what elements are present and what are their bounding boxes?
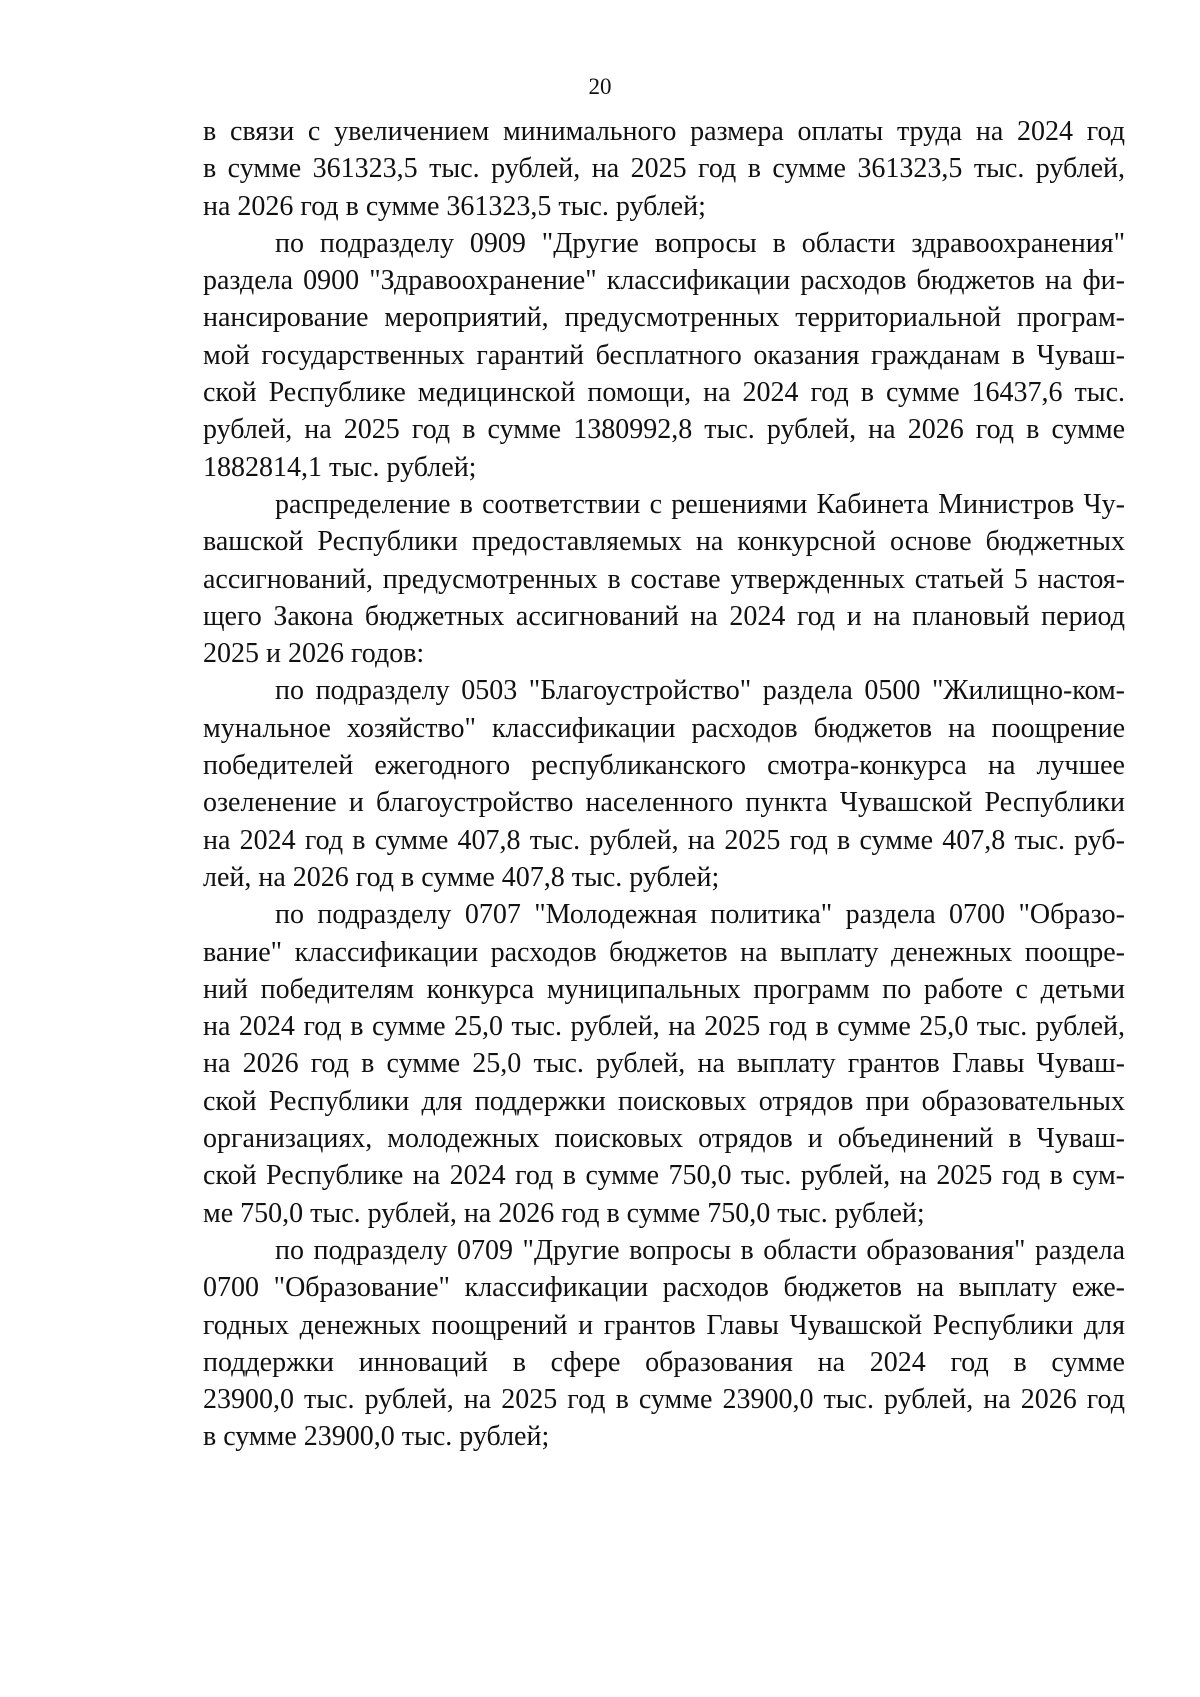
paragraph xyxy=(203,486,1125,672)
text-line: мой государственных гарантий бесплатного оказания гражданам в Чуваш- xyxy=(203,339,1125,371)
text-line: 2025 и 2026 годов: xyxy=(203,638,425,670)
text-line: ской Республике на 2024 год в сумме 750,0 тыс. рублей, на 2025 год в сум- xyxy=(203,1160,1125,1192)
page-number: 20 xyxy=(588,74,612,99)
text-line: победителей ежегодного республиканского смотра-конкурса на лучшее xyxy=(203,750,1125,782)
text-line: 1882814,1 тыс. рублей; xyxy=(203,451,477,483)
text-line: на 2026 год в сумме 361323,5 тыс. рублей; xyxy=(203,190,706,222)
paragraph xyxy=(203,225,1125,486)
text-line: щего Закона бюджетных ассигнований на 2024 год и на плановый период xyxy=(203,600,1125,632)
paragraph xyxy=(203,896,1125,1232)
text-line: распределение в соответствии с решениями Кабинета Министров Чу- xyxy=(275,488,1125,520)
text-line: по подразделу 0709 "Другие вопросы в области образования" раздела xyxy=(275,1234,1125,1266)
text-line: годных денежных поощрений и грантов Главы Чувашской Республики для xyxy=(203,1309,1125,1341)
text-line: раздела 0900 "Здравоохранение" классификации расходов бюджетов на фи- xyxy=(203,265,1125,297)
text-line: ме 750,0 тыс. рублей, на 2026 год в сумме 750,0 тыс. рублей; xyxy=(203,1197,925,1229)
text-line: нансирование мероприятий, предусмотренных территориальной програм- xyxy=(203,302,1125,334)
text-line: вашской Республики предоставляемых на конкурсной основе бюджетных xyxy=(203,526,1125,558)
text-line: ской Республике медицинской помощи, на 2024 год в сумме 16437,6 тыс. xyxy=(203,377,1125,409)
text-line: 23900,0 тыс. рублей, на 2025 год в сумме 23900,0 тыс. рублей, на 2026 год xyxy=(203,1384,1125,1416)
text-line: по подразделу 0503 "Благоустройство" раздела 0500 "Жилищно-ком- xyxy=(275,675,1125,707)
text-line: на 2024 год в сумме 407,8 тыс. рублей, на 2025 год в сумме 407,8 тыс. руб- xyxy=(203,824,1125,856)
text-line: в сумме 23900,0 тыс. рублей; xyxy=(203,1421,550,1453)
text-line: в связи с увеличением минимального размера оплаты труда на 2024 год xyxy=(203,116,1125,147)
paragraph xyxy=(203,1232,1125,1456)
text-line: лей, на 2026 год в сумме 407,8 тыс. рублей; xyxy=(203,861,720,893)
document-body xyxy=(203,113,1125,1456)
text-line: по подразделу 0909 "Другие вопросы в области здравоохранения" xyxy=(275,227,1125,259)
text-line: мунальное хозяйство" классификации расходов бюджетов на поощрение xyxy=(203,712,1125,744)
paragraph xyxy=(203,672,1125,896)
text-line: по подразделу 0707 "Молодежная политика" раздела 0700 "Образо- xyxy=(275,899,1125,931)
text-line: на 2024 год в сумме 25,0 тыс. рублей, на 2025 год в сумме 25,0 тыс. рублей, xyxy=(203,1011,1125,1043)
text-line: на 2026 год в сумме 25,0 тыс. рублей, на выплату грантов Главы Чуваш- xyxy=(203,1048,1125,1080)
text-line: ассигнований, предусмотренных в составе утвержденных статьей 5 настоя- xyxy=(203,563,1125,595)
text-line: озеленение и благоустройство населенного пункта Чувашской Республики xyxy=(203,787,1125,819)
text-line: 0700 "Образование" классификации расходов бюджетов на выплату еже- xyxy=(203,1272,1125,1304)
text-line: поддержки инноваций в сфере образования на 2024 год в сумме xyxy=(203,1346,1125,1378)
text-line: рублей, на 2025 год в сумме 1380992,8 тыс. рублей, на 2026 год в сумме xyxy=(203,414,1125,446)
text-line: организациях, молодежных поисковых отрядов и объединений в Чуваш- xyxy=(203,1123,1125,1155)
text-line: ской Республики для поддержки поисковых отрядов при образовательных xyxy=(203,1085,1125,1117)
text-line: вание" классификации расходов бюджетов на выплату денежных поощре- xyxy=(203,936,1125,968)
text-line: в сумме 361323,5 тыс. рублей, на 2025 год в сумме 361323,5 тыс. рублей, xyxy=(203,153,1125,185)
text-line: ний победителям конкурса муниципальных программ по работе с детьми xyxy=(203,973,1125,1005)
paragraph xyxy=(203,113,1125,225)
